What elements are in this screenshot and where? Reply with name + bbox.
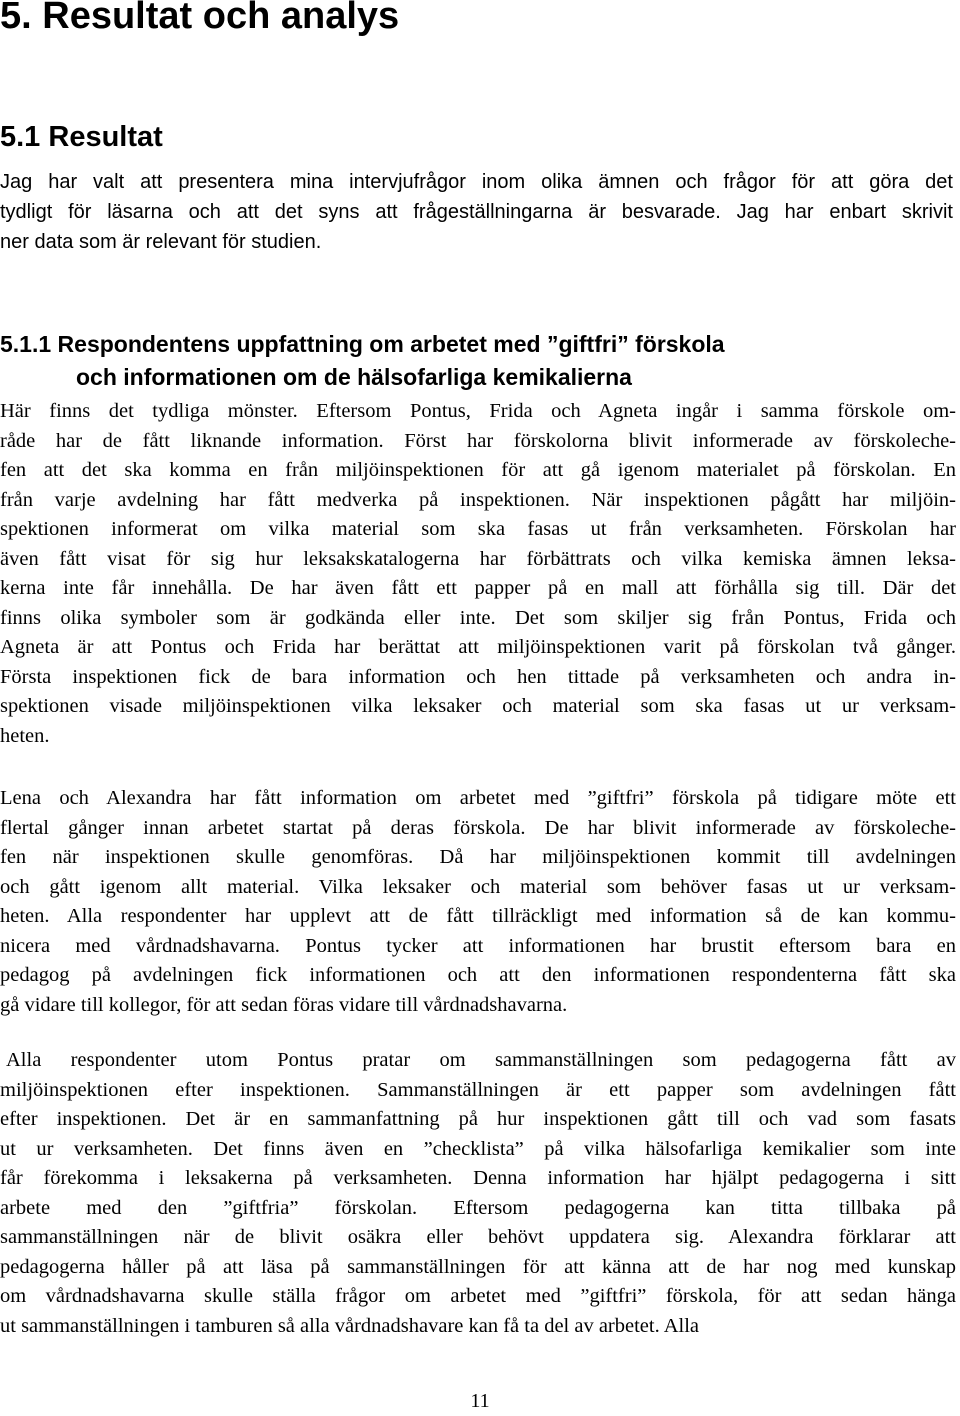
paragraph-line: får förekomma i leksakerna på verksamheten. Denna information har hjälpt pedagogerna i sitt bbox=[0, 1167, 956, 1189]
paragraph-line: Agneta är att Pontus och Frida har berättat att miljöinspektionen varit på förskolan två gånger. bbox=[0, 636, 956, 658]
section-heading: 5.1 Resultat bbox=[0, 121, 163, 153]
paragraph-2 bbox=[0, 784, 956, 1020]
page-number: 11 bbox=[470, 1390, 490, 1412]
subsection-heading bbox=[0, 328, 725, 394]
paragraph-line: Lena och Alexandra har fått information om arbetet med ”giftfri” förskola på tidigare möte ett bbox=[0, 787, 956, 809]
paragraph-line: finns olika symboler som är godkända eller inte. Det som skiljer sig från Pontus, Frida och bbox=[0, 606, 956, 629]
paragraph-line: Här finns det tydliga mönster. Eftersom Pontus, Frida och Agneta ingår i samma förskole om- bbox=[0, 400, 956, 422]
paragraph-line: ut sammanställningen i tamburen så alla vårdnadshavare kan få ta del av arbetet. Alla bbox=[0, 1314, 700, 1337]
paragraph-line: efter inspektionen. Det är en sammanfattning på hur inspektionen gått till och vad som fasats bbox=[0, 1108, 956, 1130]
subsection-heading-line: 5.1.1 Respondentens uppfattning om arbetet med ”giftfri” förskola bbox=[0, 331, 725, 357]
paragraph-line: Första inspektionen fick de bara information och hen tittade på verksamheten och andra in- bbox=[0, 665, 956, 688]
paragraph-line: flertal gånger innan arbetet startat på deras förskola. De har blivit informerade av förskoleche- bbox=[0, 816, 956, 839]
chapter-heading: 5. Resultat och analys bbox=[0, 0, 400, 37]
paragraph-line: Alla respondenter utom Pontus pratar om sammanställningen som pedagogerna fått av bbox=[6, 1049, 956, 1071]
intro-line: tydligt för läsarna och att det syns att frågeställningarna är besvarade. Jag har enbart skrivit bbox=[0, 201, 953, 223]
paragraph-line: fen att det ska komma en från miljöinspektionen för att gå igenom materialet på förskolan. En bbox=[0, 459, 956, 481]
paragraph-line: från varje avdelning har fått medverka på inspektionen. När inspektionen pågått har miljöin- bbox=[0, 488, 956, 511]
intro-line: Jag har valt att presentera mina intervjufrågor inom olika ämnen och frågor för att göra det bbox=[0, 171, 953, 193]
intro-paragraph bbox=[0, 167, 953, 257]
paragraph-line: ut ur verksamheten. Det finns även en ”checklista” på vilka hälsofarliga kemikalier som inte bbox=[0, 1137, 956, 1160]
subsection-heading-line: och informationen om de hälsofarliga kemikalierna bbox=[76, 364, 632, 390]
paragraph-line: råde har de fått liknande information. Först har förskolorna blivit informerade av förskoleche- bbox=[0, 429, 956, 452]
intro-line: ner data som är relevant för studien. bbox=[0, 231, 322, 253]
paragraph-1 bbox=[0, 397, 956, 751]
paragraph-line: pedagogerna håller på att läsa på sammanställningen för att känna att de har nog med kunskap bbox=[0, 1255, 956, 1278]
paragraph-line: gå vidare till kollegor, för att sedan föras vidare till vårdnadshavarna. bbox=[0, 993, 568, 1016]
paragraph-line: om vårdnadshavarna skulle ställa frågor om arbetet med ”giftfri” förskola, för att sedan hänga bbox=[0, 1285, 956, 1307]
paragraph-line: heten. Alla respondenter har upplevt att de fått tillräckligt med information så de kan kommu- bbox=[0, 905, 956, 927]
paragraph-line: kerna inte får innehålla. De har även fått ett papper på en mall att förhålla sig till. Där det bbox=[0, 577, 956, 599]
paragraph-line: nicera med vårdnadshavarna. Pontus tycker att informationen har brustit eftersom bara en bbox=[0, 934, 956, 957]
paragraph-line: och gått igenom allt material. Vilka leksaker och material som behöver fasas ut ur verksam- bbox=[0, 875, 956, 898]
paragraph-line: sammanställningen när de blivit osäkra eller behövt uppdatera sig. Alexandra förklarar att bbox=[0, 1226, 956, 1248]
paragraph-line: spektionen visade miljöinspektionen vilka leksaker och material som ska fasas ut ur verksam- bbox=[0, 695, 956, 717]
paragraph-3 bbox=[0, 1046, 956, 1341]
paragraph-line: pedagog på avdelningen fick informationen och att den informationen respondenterna fått ska bbox=[0, 964, 956, 986]
paragraph-line: heten. bbox=[0, 724, 50, 747]
paragraph-line: fen när inspektionen skulle genomföras. Då har miljöinspektionen kommit till avdelningen bbox=[0, 846, 956, 868]
paragraph-line: även fått visat för sig hur leksakskatalogerna har förbättrats och vilka kemiska ämnen leksa- bbox=[0, 547, 956, 570]
paragraph-line: miljöinspektionen efter inspektionen. Sammanställningen är ett papper som avdelningen fått bbox=[0, 1078, 956, 1101]
paragraph-line: arbete med den ”giftfria” förskolan. Eftersom pedagogerna kan titta tillbaka på bbox=[0, 1196, 956, 1219]
paragraph-line: spektionen informerat om vilka material som ska fasas ut från verksamheten. Förskolan har bbox=[0, 518, 956, 540]
